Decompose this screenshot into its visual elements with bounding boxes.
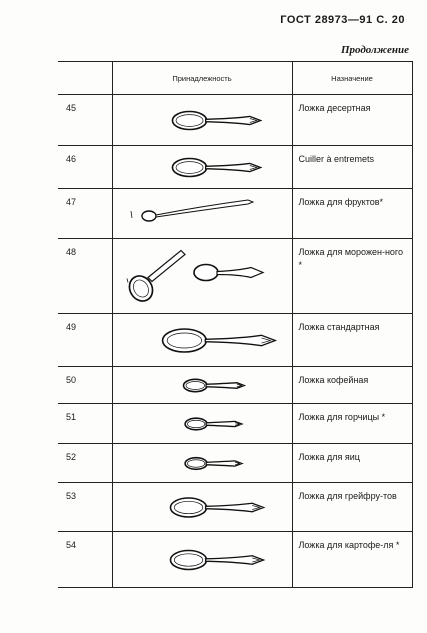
item-purpose: Ложка стандартная — [292, 314, 412, 367]
continuation-label: Продолжение — [340, 44, 409, 56]
table-row — [58, 239, 412, 314]
table-row — [58, 95, 412, 146]
header-purpose: Назначение — [292, 62, 412, 95]
item-number: 45 — [58, 95, 112, 146]
item-number: 52 — [58, 444, 112, 483]
utensil-illustration — [112, 483, 292, 532]
item-purpose: Ложка десертная — [292, 95, 412, 146]
spoon-drawing — [113, 314, 293, 366]
spoon-drawing — [113, 189, 293, 238]
utensil-illustration — [112, 189, 292, 239]
item-purpose: Ложка для картофе-ля * — [292, 532, 412, 588]
item-purpose: Ложка для горчицы * — [292, 404, 412, 444]
utensil-illustration — [112, 404, 292, 444]
table-row — [58, 146, 412, 189]
item-number: 47 — [58, 189, 112, 239]
item-number: 48 — [58, 239, 112, 314]
item-purpose: Ложка для морожен-ного * — [292, 239, 412, 314]
spoon-drawing — [113, 146, 293, 188]
item-number: 50 — [58, 367, 112, 404]
utensil-illustration — [112, 367, 292, 404]
utensil-illustration — [112, 146, 292, 189]
table-row — [58, 189, 412, 239]
item-number: 54 — [58, 532, 112, 588]
table-row — [58, 444, 412, 483]
table-header-row — [58, 62, 412, 95]
item-number: 49 — [58, 314, 112, 367]
table-row — [58, 483, 412, 532]
item-number: 51 — [58, 404, 112, 444]
item-number: 53 — [58, 483, 112, 532]
item-number: 46 — [58, 146, 112, 189]
page-header: ГОСТ 28973—91 С. 20 — [280, 14, 405, 26]
utensil-illustration — [112, 95, 292, 146]
spoon-drawing — [113, 532, 293, 587]
spoon-drawing — [113, 239, 293, 313]
table-row — [58, 314, 412, 367]
utensils-table — [58, 61, 413, 588]
item-purpose: Ложка для яиц — [292, 444, 412, 483]
item-purpose: Ложка для фруктов* — [292, 189, 412, 239]
spoon-drawing — [113, 483, 293, 531]
header-number — [58, 62, 112, 95]
spoon-drawing — [113, 95, 293, 145]
utensil-illustration — [112, 239, 292, 314]
table-row — [58, 367, 412, 404]
spoon-drawing — [113, 367, 293, 403]
item-purpose: Ложка кофейная — [292, 367, 412, 404]
item-purpose: Cuiller à entremets — [292, 146, 412, 189]
table-row — [58, 404, 412, 444]
header-accessory: Принадлежность — [112, 62, 292, 95]
spoon-drawing — [113, 404, 293, 443]
utensil-illustration — [112, 314, 292, 367]
utensil-illustration — [112, 532, 292, 588]
spoon-drawing — [113, 444, 293, 482]
table-row — [58, 532, 412, 588]
utensil-illustration — [112, 444, 292, 483]
item-purpose: Ложка для грейфру-тов — [292, 483, 412, 532]
